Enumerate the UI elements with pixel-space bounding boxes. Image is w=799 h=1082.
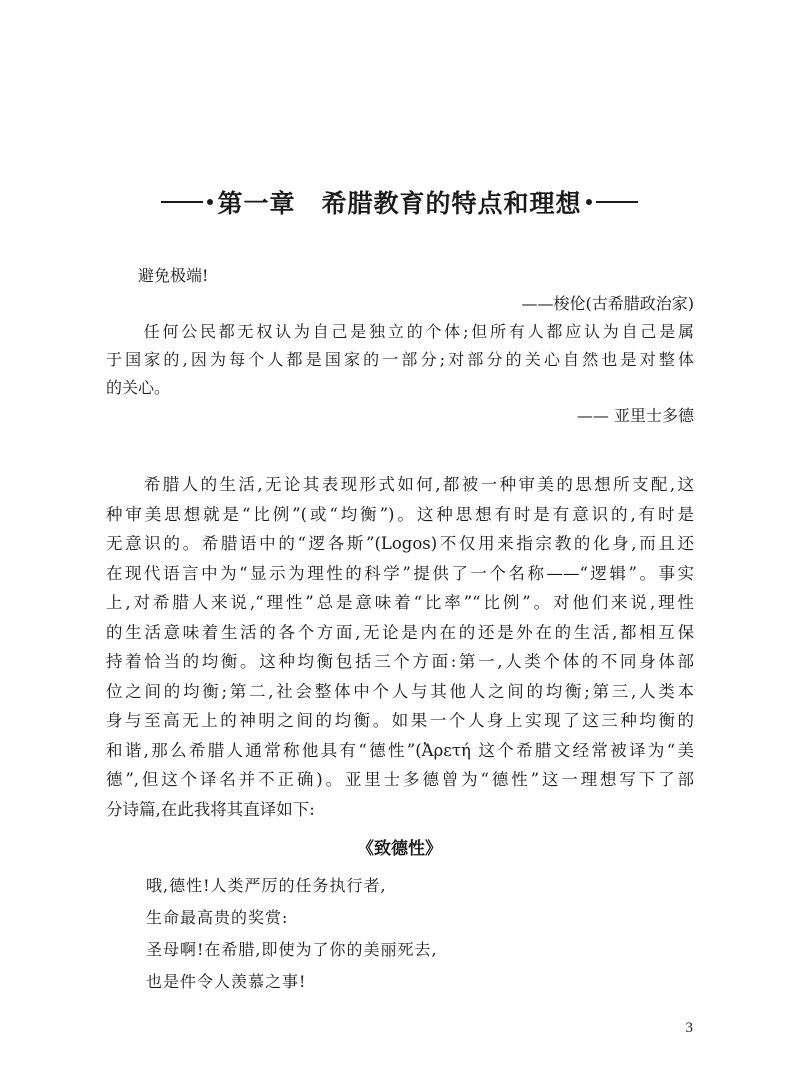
chapter-heading: [0, 184, 799, 220]
heading-rule-right: [596, 201, 638, 203]
poem-line: 也是件令人羡慕之事!: [146, 972, 307, 991]
epigraph-2-line: 任何公民都无权认为自己是独立的个体;但所有人都应认为自己是属: [106, 322, 694, 341]
page-number: 3: [685, 1020, 693, 1036]
poem-title: 《致德性》: [357, 839, 442, 859]
body-line: 希腊人的生活,无论其表现形式如何,都被一种审美的思想所支配,这: [106, 475, 694, 494]
body-line: 在现代语言中为“显示为理性的科学”提供了一个名称——“逻辑”。事实: [106, 563, 694, 583]
poem-line: 生命最高贵的奖赏:: [146, 908, 289, 927]
poem-line: 圣母啊!在希腊,即使为了你的美丽死去,: [146, 940, 438, 959]
heading-rule-left: [161, 201, 203, 203]
epigraph-1-line: 避免极端!: [106, 266, 209, 285]
epigraph-2-attribution: —— 亚里士多德: [576, 406, 694, 425]
chapter-title: 第一章 希腊教育的特点和理想: [217, 189, 582, 218]
body-line: 和谐,那么希腊人通常称他具有“德性”(Ἀρετή 这个希腊文经常被译为“美: [106, 740, 694, 760]
epigraph-2-line: 于国家的,因为每个人都是国家的一部分;对部分的关心自然也是对整体: [106, 350, 694, 369]
body-line: 分诗篇,在此我将其直译如下:: [106, 799, 315, 819]
epigraphs: [106, 262, 694, 430]
body-line: 持着恰当的均衡。这种均衡包括三个方面:第一,人类个体的不同身体部: [106, 652, 694, 671]
poem-line: 哦,德性!人类严厉的任务执行者,: [146, 876, 387, 895]
poem: [146, 870, 438, 998]
epigraph-1-attribution: ——梭伦(古希腊政治家): [521, 294, 694, 313]
body-paragraph: [106, 470, 694, 824]
body-line: 上,对希腊人来说,“理性”总是意味着“比率”“比例”。对他们来说,理性: [106, 593, 694, 612]
heading-dot-left: [207, 199, 213, 205]
body-line: 位之间的均衡;第二,社会整体中个人与其他人之间的均衡;第三,人类本: [106, 681, 694, 701]
heading-dot-right: [586, 199, 592, 205]
body-line: 种审美思想就是“比例”(或“均衡”)。这种思想有时是有意识的,有时是: [106, 504, 694, 524]
body-line: 德”,但这个译名并不正确)。亚里士多德曾为“德性”这一理想写下了部: [106, 770, 694, 789]
epigraph-2-line: 的关心。: [106, 378, 171, 397]
body-line: 的生活意味着生活的各个方面,无论是内在的还是外在的生活,都相互保: [106, 622, 694, 642]
body-line: 无意识的。希腊语中的“逻各斯”(Logos)不仅用来指宗教的化身,而且还: [106, 534, 694, 553]
body-line: 身与至高无上的神明之间的均衡。如果一个人身上实现了这三种均衡的: [106, 711, 694, 730]
